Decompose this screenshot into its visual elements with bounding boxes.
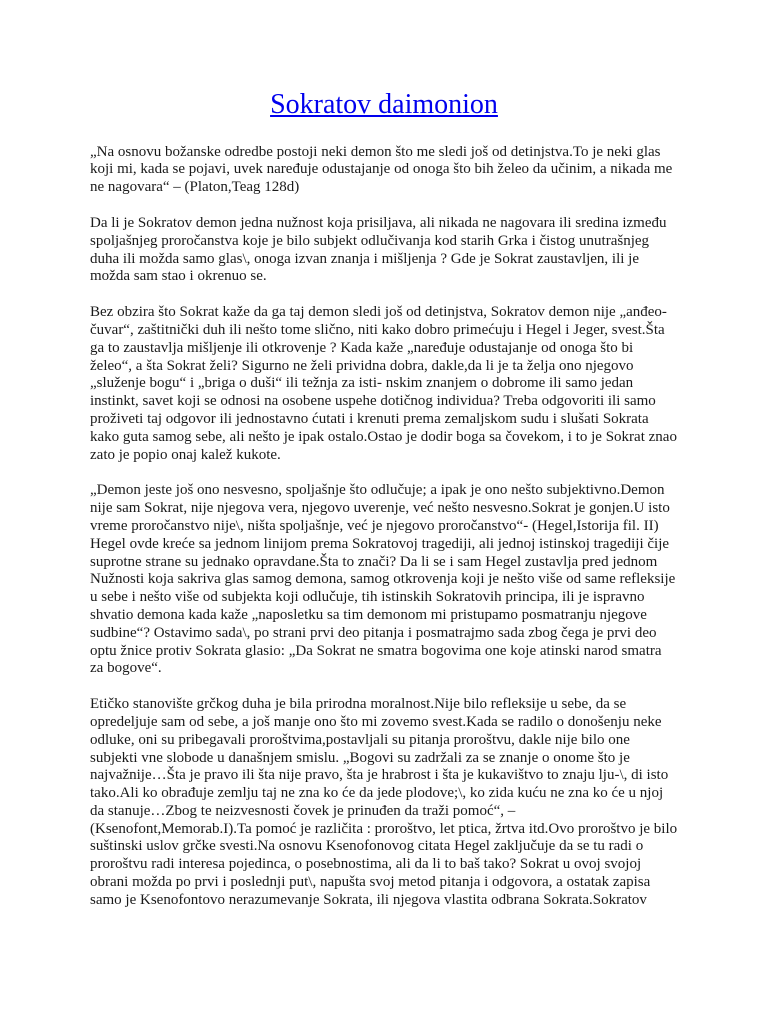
document-title — [90, 88, 678, 122]
paragraph-guardian-angel: Bez obzira što Sokrat kaže da ga taj demon sledi još od detinjstva, Sokratov demon nije „anđeo-čuvar“, zaštitnički duh ili nešto tome slično, niti kako dobro primećuju i Hegel i Jeger, svest.Šta ga to zaustavlja mišljenje ili otkrovenje ? Kada kaže „naređuje odustajanje od onoga što bi želeo“, a šta Sokrat želi? Sigurno ne želi prividna dobra, dakle,da li je ta želja ono njegovo „služenje bogu“ i „briga o duši“ ili težnja za isti- nskim znanjem o dobrome ili samo jedan instinkt, savet koji se odnosi na osobene uspehe dotičnog individua? Treba odgovoriti ili samo proživeti taj odgovor ili jednostavno ćutati i krenuti prema zemaljskom sudu i slušati Sokrata kako guta samog sebe, ali nešto je ipak ostalo.Ostao je dodir boga sa čovekom, i to je Sokrat znao zato je popio onaj kalež kukote. — [90, 304, 677, 463]
paragraph-necessity-question: Da li je Sokratov demon jedna nužnost koja prisiljava, ali nikada ne nagovara ili sredina između spoljašnjeg proročanstva koje je bilo subjekt odlučivanja kod starih Grka i čistog unutrašnjeg duha ili možda samo glas\, onoga izvan znanja i mišljenja ? Gde je Sokrat zaustavljen, ili je možda sam stao i okrenuo se. — [90, 214, 667, 285]
paragraph-hegel-quote: „Demon jeste još ono nesvesno, spoljašnje što odlučuje; a ipak je ono nešto subjektivno.Demon nije sam Sokrat, nije njegova vera, njegovo uverenje, već nešto nesvesno.Sokrat je gonjen.U isto vreme proročanstvo nije\, ništa spoljašnje, već je njegovo proročanstvo“- (Hegel,Istorija fil. II) Hegel ovde kreće sa jednom linijom prema Sokratovoj tragediji, ali jednoj istinskoj tragediji čije suprotne strane su jednako opravdane.Šta to znači? Da li se i sam Hegel zustavlja pred jednom Nužnosti koja sakriva glas samog demona, samog otkrovenja koji je nešto više od same refleksije u sebe i nešto više od subjekta koji odlučuje, tih istinskih Sokratovih principa, ili je ispravno shvatio demona kada kaže „naposletku sa tim demonom mi pristupamo posmatranju njegove sudbine“? Ostavimo sada\, po strani prvi deo pitanja i posmatrajmo sada zbog čega je prvi deo optu žnice protiv Sokrata glasio: „Da Sokrat ne smatra bogovima one koje atinski narod smatra za bogove“. — [90, 482, 676, 677]
paragraph-ethical-standpoint: Etičko stanovište grčkog duha je bila prirodna moralnost.Nije bilo refleksije u sebe, da se opredeljuje sam od sebe, a još manje ono što mi zovemo svest.Kada se radilo o donošenju neke odluke, oni su pribegavali proroštvima,postavljali su pitanja proroštvu, dakle nije bilo one subjekti vne slobode u današnjem smislu. „Bogovi su zadržali za se znanje o onome što je najvažnije…Šta je pravo ili šta nije pravo, šta je hrabrost i šta je kukavištvo to znaju lju-\, di isto tako.Ali ko obrađuje zemlju taj ne zna ko će da jede plodove;\, ko zida kuću ne zna ko će u njoj da stanuje…Zbog te neizvesnosti čovek je prinuđen da traži pomoć“, – (Ksenofont,Memorab.I).Ta pomoć je različita : proroštvo, let ptica, žrtva itd.Ovo proroštvo je bilo suštinski uslov grčke svesti.Na osnovu Ksenofonovog citata Hegel zaključuje da se tu radi o proroštvu radi interesa pojedinca, o posebnostima, ali da li to baš tako? Sokrat u ovoj svojoj obrani možda po prvi i poslednji put\, napušta svoj metod pitanja i odgovora, a ostatak zapisa samo je Ksenofontovo nerazumevanje Sokrata, ili njegova vlastita odbrana Sokrata.Sokratov — [90, 696, 678, 908]
document-title-link[interactable]: Sokratov daimonion — [270, 89, 498, 120]
paragraph-quote-platon: „Na osnovu božanske odredbe postoji neki demon što me sledi još od detinjstva.To je neki glas koji mi, kada se pojavi, uvek naređuje odustajanje od onoga što bih želeo da učinim, a nikada me ne nagovara“ – (Platon,Teag 128d) — [90, 143, 673, 196]
